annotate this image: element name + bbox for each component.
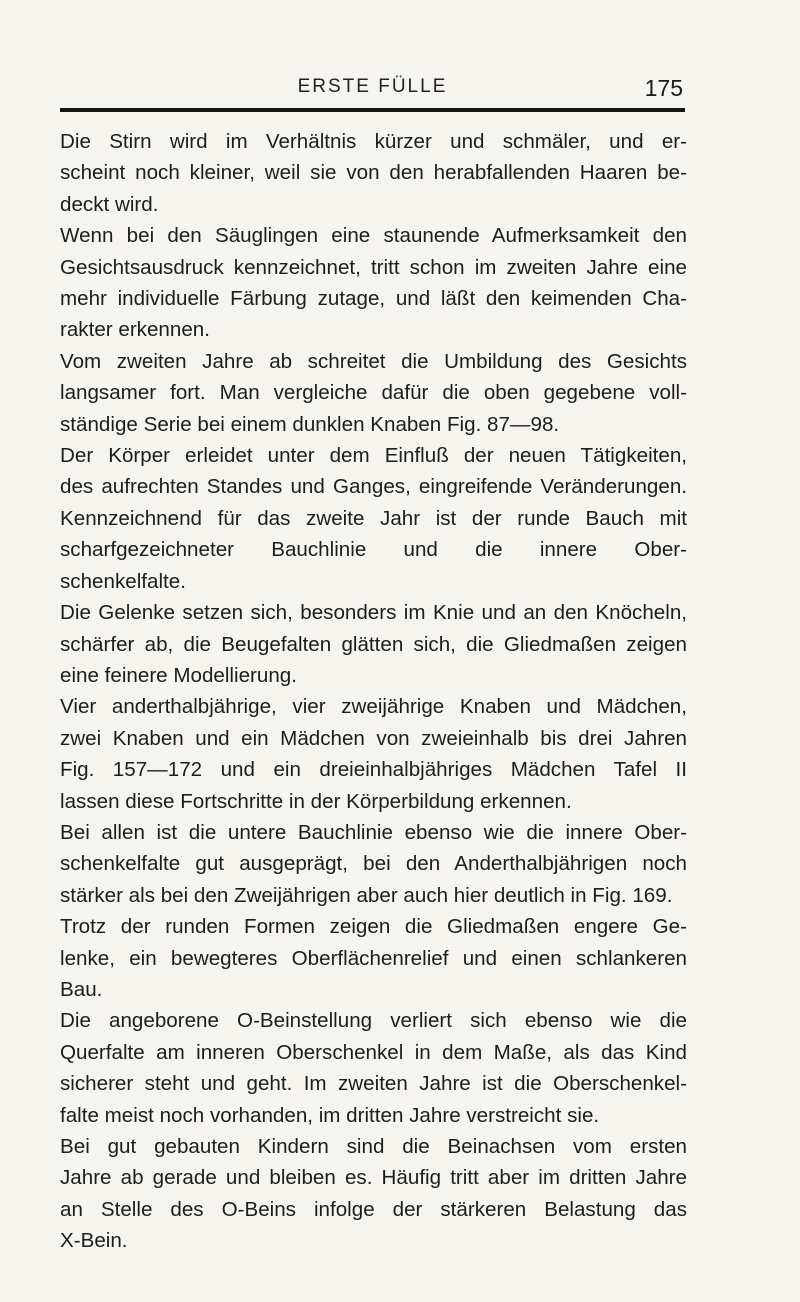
page-header [60,68,685,108]
text-line: falte meist noch vorhanden, im dritten Jahre verstreicht sie. [60,1103,600,1127]
running-title: ERSTE FÜLLE [297,76,448,97]
text-line: deckt wird. [60,192,159,216]
text-line: X-Bein. [60,1229,128,1253]
paragraph [60,126,687,220]
text-line: zwei Knaben und ein Mädchen von zweieinhalb bis drei Jahren [60,726,687,750]
text-line: sicherer steht und geht. Im zweiten Jahre ist die Oberschenkel- [60,1072,687,1096]
text-line: langsamer fort. Man vergleiche dafür die oben gegebene voll- [60,381,687,405]
paragraph [60,503,687,597]
paragraph [60,440,687,503]
paragraph [60,1131,687,1257]
text-line: Fig. 157—172 und ein dreieinhalbjähriges Mädchen Tafel II [60,758,687,782]
text-line: Wenn bei den Säuglingen eine staunende Aufmerksamkeit den [60,224,687,248]
paragraph [60,911,687,1005]
text-line: schenkelfalte. [60,569,186,593]
text-line: stärker als bei den Zweijährigen aber auch hier deutlich in Fig. 169. [60,883,673,907]
text-line: Die Stirn wird im Verhältnis kürzer und schmäler, und er- [60,130,687,153]
text-line: Trotz der runden Formen zeigen die Gliedmaßen engere Ge- [60,915,687,939]
body-text [60,126,687,1257]
text-line: Der Körper erleidet unter dem Einfluß der neuen Tätigkeiten, [60,444,687,468]
text-line: schärfer ab, die Beugefalten glätten sich, die Gliedmaßen zeigen [60,632,687,656]
paragraph [60,346,687,440]
paragraph [60,691,687,817]
text-line: scharfgezeichneter Bauchlinie und die innere Ober- [60,538,687,562]
text-line: lassen diese Fortschritte in der Körperbildung erkennen. [60,789,572,813]
text-line: Vom zweiten Jahre ab schreitet die Umbildung des Gesichts [60,349,687,373]
text-line: an Stelle des O-Beins infolge der stärkeren Belastung das [60,1197,687,1221]
page-number: 175 [644,75,683,101]
text-line: Kennzeichnend für das zweite Jahr ist der runde Bauch mit [60,506,687,530]
paragraph [60,597,687,691]
text-line: Gesichtsausdruck kennzeichnet, tritt schon im zweiten Jahre eine [60,255,687,279]
text-line: des aufrechten Standes und Ganges, eingreifende Veränderungen. [60,475,687,499]
text-line: Querfalte am inneren Oberschenkel in dem Maße, als das Kind [60,1040,687,1064]
text-line: Die angeborene O-Beinstellung verliert sich ebenso wie die [60,1009,687,1033]
paragraph [60,817,687,911]
header-rule [60,108,685,112]
paragraph [60,220,687,346]
text-line: ständige Serie bei einem dunklen Knaben Fig. 87—98. [60,412,560,436]
text-line: Bei gut gebauten Kindern sind die Beinachsen vom ersten [60,1135,687,1158]
text-line: rakter erkennen. [60,318,210,342]
text-line: scheint noch kleiner, weil sie von den herabfallenden Haaren be- [60,161,687,185]
text-line: Bau. [60,977,103,1001]
paragraph [60,1005,687,1131]
text-line: eine feinere Modellierung. [60,663,297,687]
text-line: Vier anderthalbjährige, vier zweijährige Knaben und Mädchen, [60,695,687,719]
text-line: lenke, ein bewegteres Oberflächenrelief und einen schlankeren [60,946,687,970]
text-line: schenkelfalte gut ausgeprägt, bei den Anderthalbjährigen noch [60,852,687,876]
text-line: Bei allen ist die untere Bauchlinie ebenso wie die innere Ober- [60,820,687,844]
text-line: Jahre ab gerade und bleiben es. Häufig tritt aber im dritten Jahre [60,1166,687,1190]
text-line: Die Gelenke setzen sich, besonders im Knie und an den Knöcheln, [60,601,687,625]
text-line: mehr individuelle Färbung zutage, und läßt den keimenden Cha- [60,287,687,311]
